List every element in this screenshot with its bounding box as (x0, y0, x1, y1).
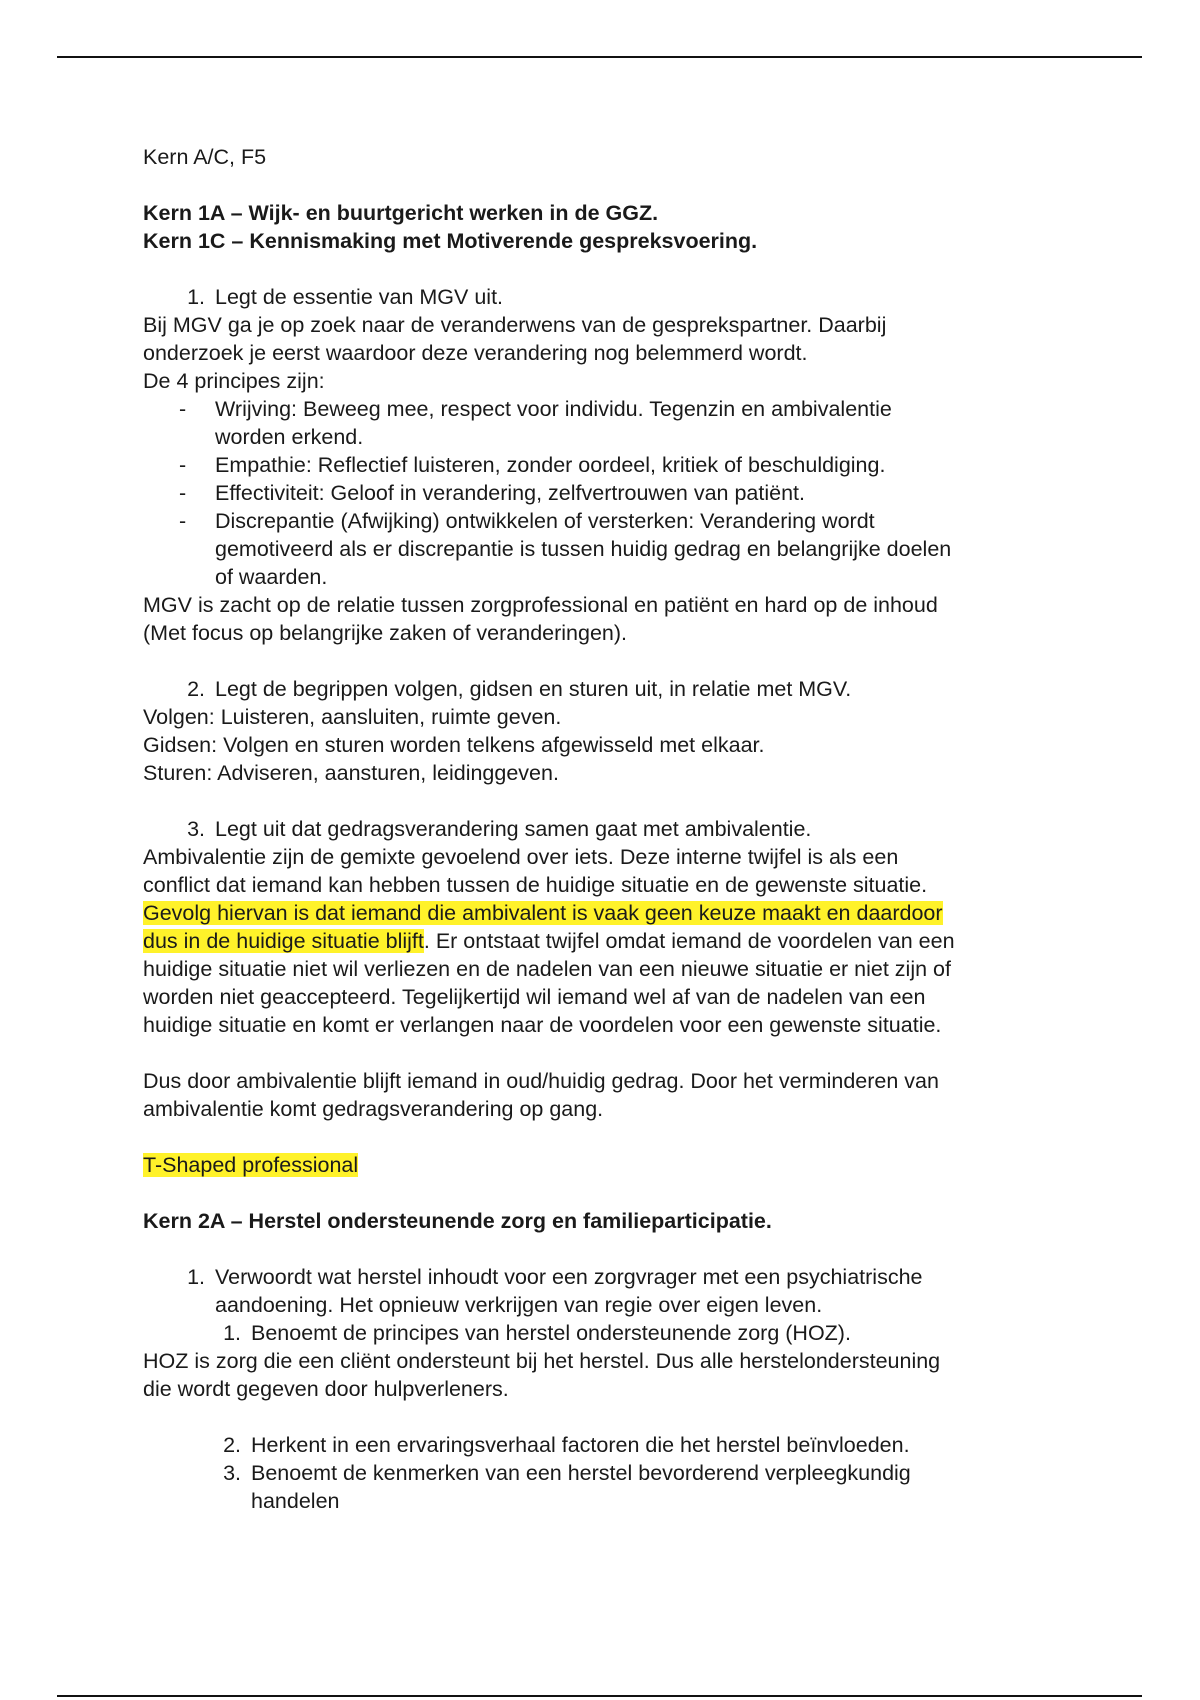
t-shaped-professional: T-Shaped professional (143, 1153, 359, 1177)
heading-kern-2a: Kern 2A – Herstel ondersteunende zorg en familieparticipatie. (143, 1209, 772, 1233)
hoz-line-2: die wordt gegeven door hulpverleners. (143, 1377, 509, 1401)
conclusie-line-2: ambivalentie komt gedragsverandering op gang. (143, 1097, 604, 1121)
ambivalentie-line-7: huidige situatie en komt er verlangen naar de voordelen voor een gewenste situatie. (143, 1013, 942, 1037)
highlighted-text: dus in de huidige situatie blijft (143, 929, 424, 953)
bullet-item-effectiviteit: - Effectiviteit: Geloof in verandering, zelfvertrouwen van patiënt. (179, 481, 805, 505)
ambivalentie-line-6: worden niet geaccepteerd. Tegelijkertijd wil iemand wel af van de nadelen van een (143, 985, 926, 1009)
paragraph-mgv-relatie-2: (Met focus op belangrijke zaken of veranderingen). (143, 621, 628, 645)
hoz-line-1: HOZ is zorg die een cliënt ondersteunt bij het herstel. Dus alle herstelondersteuning (143, 1349, 941, 1373)
header-line: Kern A/C, F5 (143, 145, 267, 169)
subitem-1: 1. Benoemt de principes van herstel ondersteunende zorg (HOZ). (223, 1321, 851, 1345)
heading-kern-1c: Kern 1C – Kennismaking met Motiverende gespreksvoering. (143, 229, 758, 253)
question-1: 1. Legt de essentie van MGV uit. (187, 285, 504, 309)
paragraph-mgv-1: Bij MGV ga je op zoek naar de veranderwens van de gesprekspartner. Daarbij (143, 313, 887, 337)
ambivalentie-line-5: huidige situatie niet wil verliezen en de nadelen van een nieuwe situatie er niet zijn of (143, 957, 951, 981)
principles-intro: De 4 principes zijn: (143, 369, 325, 393)
bullet-item-empathie: - Empathie: Reflectief luisteren, zonder oordeel, kritiek of beschuldiging. (179, 453, 886, 477)
definition-sturen: Sturen: Adviseren, aansturen, leidinggeven. (143, 761, 559, 785)
subitem-2: 2. Herkent in een ervaringsverhaal factoren die het herstel beïnvloeden. (223, 1433, 910, 1457)
definition-volgen: Volgen: Luisteren, aansluiten, ruimte geven. (143, 705, 562, 729)
ambivalentie-highlight-1: Gevolg hiervan is dat iemand die ambivalent is vaak geen keuze maakt en daardoor (143, 901, 943, 925)
item-herstel: 1. Verwoordt wat herstel inhoudt voor een zorgvrager met een psychiatrische aandoening. Het opnieuw verkrijgen van regie over eigen leven. (187, 1265, 923, 1317)
heading-kern-1a: Kern 1A – Wijk- en buurtgericht werken in de GGZ. (143, 201, 659, 225)
bullet-item-discrepantie: - Discrepantie (Afwijking) ontwikkelen of versterken: Verandering wordt gemotiveerd als er discrepantie is tussen huidig gedrag en belangrijke doelen of waarden. (179, 509, 952, 589)
subitem-3: 3. Benoemt de kenmerken van een herstel bevorderend verpleegkundig handelen (223, 1461, 911, 1513)
paragraph-mgv-relatie-1: MGV is zacht op de relatie tussen zorgprofessional en patiënt en hard op de inhoud (143, 593, 938, 617)
bottom-rule (57, 1695, 1142, 1697)
question-3: 3. Legt uit dat gedragsverandering samen gaat met ambivalentie. (187, 817, 812, 841)
ambivalentie-line-4: dus in de huidige situatie blijft. Er ontstaat twijfel omdat iemand de voordelen van een (143, 929, 955, 953)
document-body (143, 143, 1068, 1515)
conclusie-line-1: Dus door ambivalentie blijft iemand in oud/huidig gedrag. Door het verminderen van (143, 1069, 939, 1093)
ambivalentie-line-2: conflict dat iemand kan hebben tussen de huidige situatie en de gewenste situatie. (143, 873, 928, 897)
ambivalentie-line-1: Ambivalentie zijn de gemixte gevoelend over iets. Deze interne twijfel is als een (143, 845, 899, 869)
question-2: 2. Legt de begrippen volgen, gidsen en sturen uit, in relatie met MGV. (187, 677, 852, 701)
paragraph-mgv-2: onderzoek je eerst waardoor deze verandering nog belemmerd wordt. (143, 341, 808, 365)
definition-gidsen: Gidsen: Volgen en sturen worden telkens afgewisseld met elkaar. (143, 733, 765, 757)
top-rule (57, 56, 1142, 58)
bullet-item-wrijving: - Wrijving: Beweeg mee, respect voor individu. Tegenzin en ambivalentie worden erkend. (179, 397, 892, 449)
